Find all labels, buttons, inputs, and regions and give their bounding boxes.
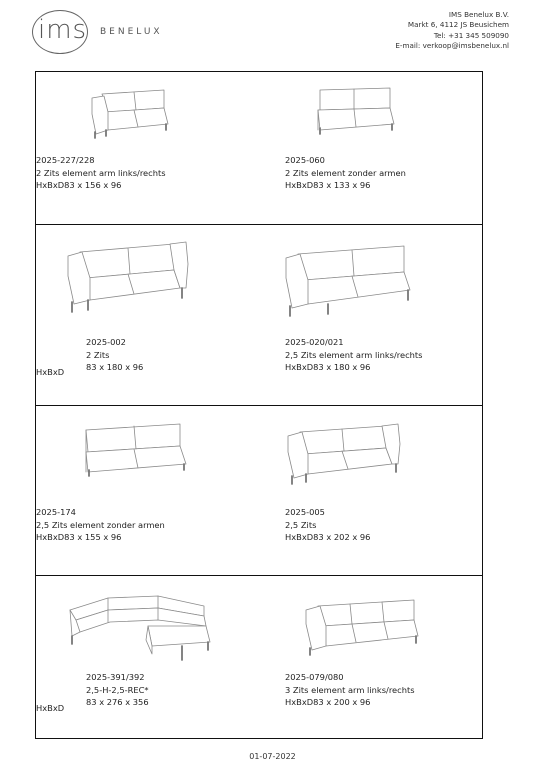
- company-logo: [32, 10, 172, 54]
- product-name: 2,5 Zits element arm links/rechts: [285, 349, 423, 360]
- company-name: IMS Benelux B.V.: [448, 10, 509, 19]
- product-dims: 83 x 276 x 356: [86, 697, 149, 707]
- product-code: 2025-002: [86, 337, 126, 347]
- product-code: 2025-060: [285, 155, 325, 165]
- company-street: Markt 6, 4112 JS Beusichem: [407, 20, 509, 30]
- row-divider: [35, 224, 483, 225]
- dims-prefix: HxBxD: [36, 367, 65, 377]
- product-dims: HxBxD83 x 156 x 96: [36, 180, 122, 190]
- product-code: 2025-391/392: [86, 672, 145, 682]
- sofa-image-2025-227: [84, 84, 194, 144]
- product-2025-060: [285, 154, 406, 192]
- dims-prefix: HxBxD: [36, 703, 65, 713]
- product-2025-391: [86, 671, 149, 709]
- sofa-image-2025-391: [62, 590, 216, 670]
- sofa-image-2025-060: [308, 84, 418, 144]
- product-2025-227: [36, 154, 166, 192]
- product-2025-174: [36, 506, 165, 544]
- product-name: 2,5-H-2,5-REC*: [86, 684, 149, 695]
- product-name: 2 Zits element arm links/rechts: [36, 167, 166, 178]
- product-dims: HxBxD83 x 180 x 96: [285, 362, 371, 372]
- row-divider: [35, 575, 483, 576]
- product-code: 2025-174: [36, 507, 76, 517]
- product-name: 3 Zits element arm links/rechts: [285, 684, 415, 695]
- product-2025-005: [285, 506, 370, 544]
- product-dims: 83 x 180 x 96: [86, 362, 144, 372]
- company-address: [395, 10, 509, 52]
- product-code: 2025-079/080: [285, 672, 344, 682]
- product-2025-020: [285, 336, 422, 374]
- sofa-image-2025-005: [282, 416, 412, 490]
- sofa-image-2025-002: [64, 234, 204, 324]
- company-phone: Tel: +31 345 509090: [433, 30, 509, 40]
- product-code: 2025-005: [285, 507, 325, 517]
- product-name: 2 Zits element zonder armen: [285, 167, 406, 178]
- product-name: 2,5 Zits element zonder armen: [36, 519, 165, 530]
- product-2025-002: [86, 336, 143, 374]
- product-code: 2025-020/021: [285, 337, 344, 347]
- product-name: 2,5 Zits: [285, 519, 317, 530]
- logo-text: ims: [38, 15, 88, 45]
- product-dims: HxBxD83 x 200 x 96: [285, 697, 371, 707]
- product-name: 2 Zits: [86, 349, 110, 360]
- company-email: E-mail: verkoop@imsbenelux.nl: [395, 41, 509, 51]
- sofa-image-2025-079: [300, 592, 430, 662]
- product-dims: HxBxD83 x 155 x 96: [36, 532, 122, 542]
- document-date: 01-07-2022: [249, 752, 296, 761]
- logo-subtext: BENELUX: [100, 27, 163, 37]
- product-dims: HxBxD83 x 202 x 96: [285, 532, 371, 542]
- product-code: 2025-227/228: [36, 155, 95, 165]
- row-divider: [35, 405, 483, 406]
- product-2025-079: [285, 671, 415, 709]
- product-dims: HxBxD83 x 133 x 96: [285, 180, 371, 190]
- sofa-image-2025-020: [282, 234, 422, 324]
- sofa-image-2025-174: [80, 416, 200, 482]
